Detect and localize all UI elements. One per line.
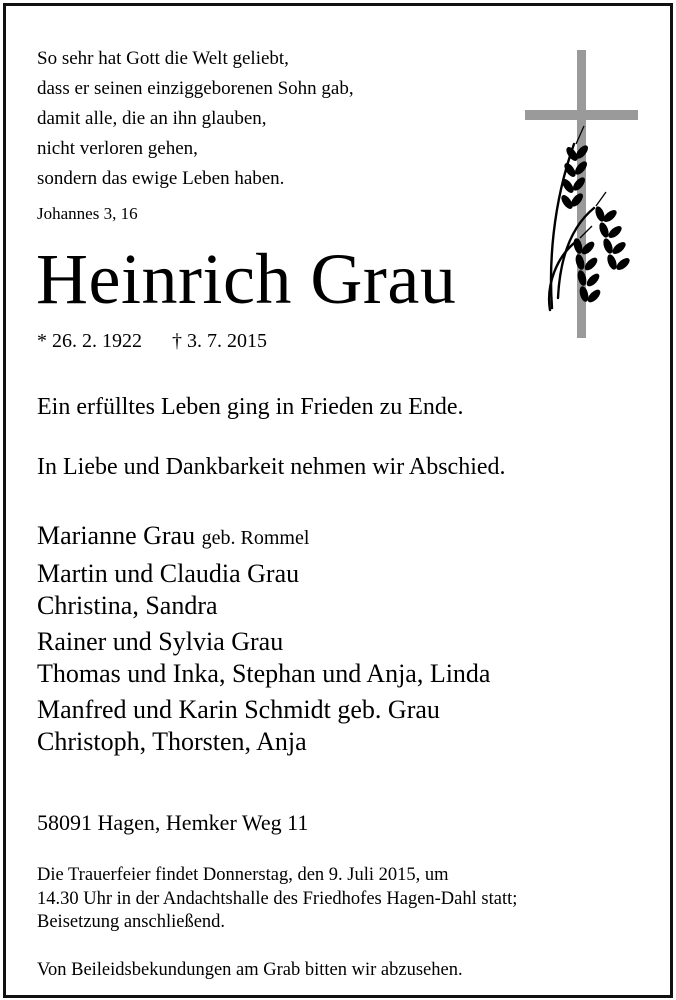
- service-line: Die Trauerfeier findet Donnerstag, den 9. Juli 2015, um: [37, 865, 449, 885]
- verse-line: damit alle, die an ihn glauben,: [37, 108, 267, 129]
- deceased-name: Heinrich Grau: [36, 239, 457, 319]
- verse-line: dass er seinen einziggeborenen Sohn gab,: [37, 78, 354, 99]
- service-line: Beisetzung anschließend.: [37, 912, 226, 932]
- verse-line: sondern das ewige Leben haben.: [37, 168, 285, 189]
- death-date: † 3. 7. 2015: [172, 330, 267, 352]
- family-parents: Rainer und Sylvia Grau: [37, 627, 284, 656]
- address: 58091 Hagen, Hemker Weg 11: [37, 810, 309, 835]
- life-message: Ein erfülltes Leben ging in Frieden zu Ende.: [37, 394, 464, 420]
- condolence-note: Von Beileidsbekundungen am Grab bitten wir abzusehen.: [37, 960, 463, 980]
- farewell-message: In Liebe und Dankbarkeit nehmen wir Abschied.: [37, 454, 506, 480]
- family-children: Christina, Sandra: [37, 591, 218, 620]
- family-children: Christoph, Thorsten, Anja: [37, 727, 307, 756]
- family-group: [37, 694, 490, 758]
- service-info: [37, 864, 517, 935]
- birth-date: * 26. 2. 1922: [37, 330, 142, 352]
- bible-verse: [37, 44, 354, 194]
- family-parents: Martin und Claudia Grau: [37, 559, 300, 588]
- spouse-entry: [37, 520, 490, 554]
- service-line: 14.30 Uhr in der Andachtshalle des Friedhofes Hagen-Dahl statt;: [37, 888, 518, 909]
- cross-with-wheat-icon: [522, 46, 642, 342]
- life-dates: [37, 330, 267, 353]
- family-group: [37, 558, 490, 622]
- spouse-maiden-name: geb. Rommel: [201, 527, 310, 549]
- spouse-name: Marianne Grau: [37, 521, 196, 550]
- family-list: [37, 520, 490, 762]
- verse-line: nicht verloren gehen,: [37, 138, 198, 159]
- verse-line: So sehr hat Gott die Welt geliebt,: [37, 48, 289, 69]
- family-parents: Manfred und Karin Schmidt geb. Grau: [37, 695, 440, 724]
- obituary-frame: [3, 3, 673, 998]
- family-group: [37, 626, 490, 690]
- family-children: Thomas und Inka, Stephan und Anja, Linda: [37, 659, 491, 688]
- verse-reference: Johannes 3, 16: [37, 204, 138, 223]
